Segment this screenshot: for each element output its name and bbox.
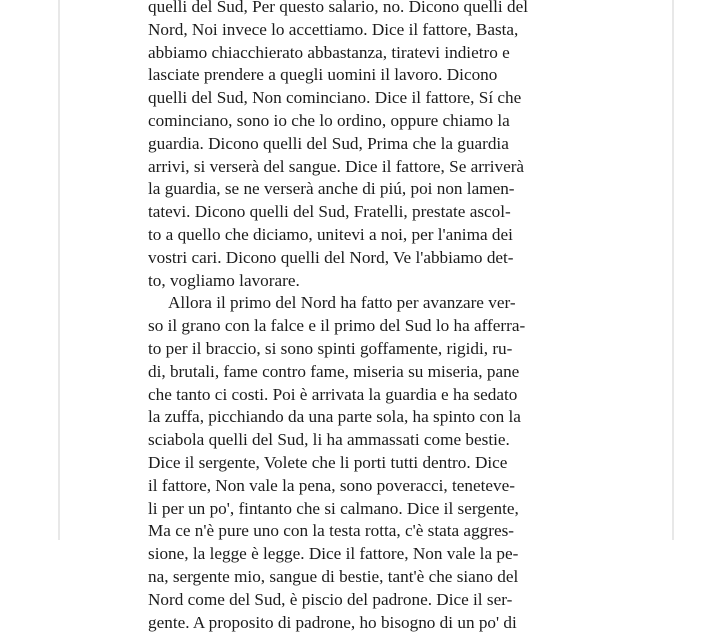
scan-gutter-right <box>672 0 674 540</box>
text-line: cominciano, sono io che lo ordino, oppure chiamo la <box>148 110 510 130</box>
text-line: quelli del Sud, Per questo salario, no. Dicono quelli del <box>148 0 528 16</box>
scan-gutter-left <box>58 0 60 540</box>
text-line: to, vogliamo lavorare. <box>148 270 300 290</box>
text-line: tatevi. Dicono quelli del Sud, Fratelli, prestate ascol- <box>148 202 511 222</box>
text-line: guardia. Dicono quelli del Sud, Prima che la guardia <box>148 133 509 153</box>
text-line: che tanto ci costi. Poi è arrivata la guardia e ha sedato <box>148 384 518 404</box>
text-line: abbiamo chiacchierato abbastanza, tiratevi indietro e <box>148 42 510 62</box>
text-line: li per un po', fintanto che si calmano. Dice il sergente, <box>148 498 519 518</box>
text-line: so il grano con la falce e il primo del Sud lo ha afferra- <box>148 316 526 336</box>
text-line: to per il braccio, si sono spinti goffamente, rigidi, ru- <box>148 338 513 358</box>
text-line: to a quello che diciamo, unitevi a noi, per l'anima dei <box>148 224 513 244</box>
text-line: Nord come del Sud, è piscio del padrone. Dice il ser- <box>148 589 513 609</box>
text-line: na, sergente mio, sangue di bestie, tant'è che siano del <box>148 566 519 586</box>
text-line: Nord, Noi invece lo accettiamo. Dice il fattore, Basta, <box>148 19 519 39</box>
text-line: la guardia, se ne verserà anche di piú, poi non lamen- <box>148 179 515 199</box>
text-line: sciabola quelli del Sud, li ha ammassati come bestie. <box>148 430 510 450</box>
text-line: vostri cari. Dicono quelli del Nord, Ve l'abbiamo det- <box>148 247 514 267</box>
text-line: Dice il sergente, Volete che li porti tutti dentro. Dice <box>148 452 508 472</box>
text-line: il fattore, Non vale la pena, sono poveracci, teneteve- <box>148 475 515 495</box>
text-line: la zuffa, picchiando da una parte sola, ha spinto con la <box>148 407 521 427</box>
text-line: arrivi, si verserà del sangue. Dice il fattore, Se arriverà <box>148 156 525 176</box>
paragraph-start-line: Allora il primo del Nord ha fatto per avanzare ver- <box>168 293 516 313</box>
text-line: sione, la legge è legge. Dice il fattore, Non vale la pe- <box>148 544 519 564</box>
text-line: lasciate prendere a quegli uomini il lavoro. Dicono <box>148 65 498 85</box>
text-line: gente. A proposito di padrone, ho bisogno di un po' di <box>148 612 517 632</box>
text-line: di, brutali, fame contro fame, miseria su miseria, pane <box>148 361 520 381</box>
text-line: Ma ce n'è pure uno con la testa rotta, c'è stata aggres- <box>148 521 515 541</box>
body-text <box>148 0 568 634</box>
text-line: quelli del Sud, Non cominciano. Dice il fattore, Sí che <box>148 88 522 108</box>
